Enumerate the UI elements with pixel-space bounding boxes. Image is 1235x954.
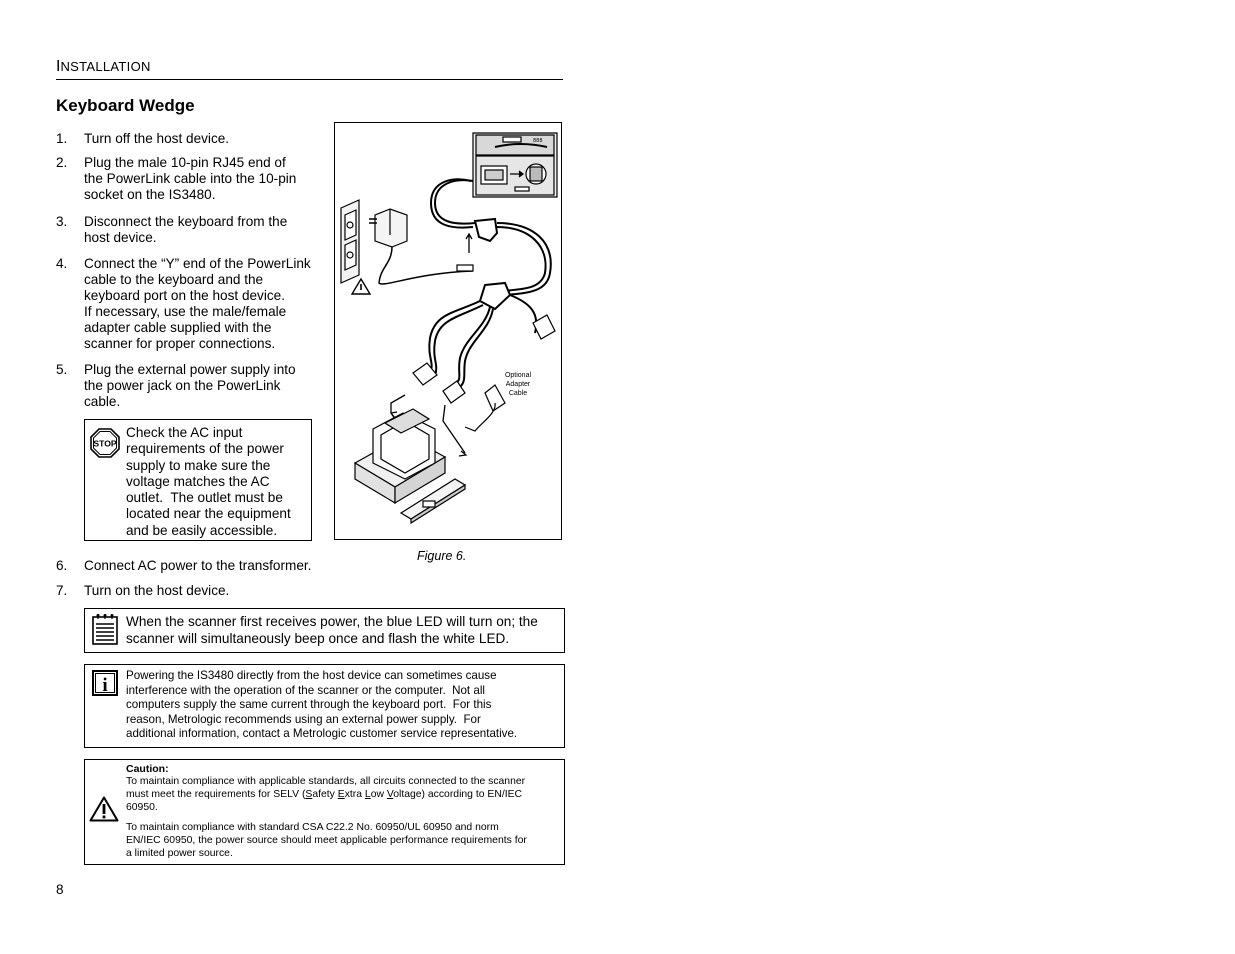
info-box bbox=[84, 664, 565, 748]
step-text: Plug the external power supply into the power jack on the PowerLink cable. bbox=[84, 362, 296, 409]
section-header-initial: I bbox=[56, 58, 61, 75]
stop-notice-box bbox=[84, 419, 312, 541]
step-number: 4. bbox=[56, 256, 68, 271]
stop-notice-text: Check the AC input requirements of the power supply to make sure the voltage matches the AC outlet. The outlet must be located near the equipment and be easily accessible. bbox=[126, 425, 291, 538]
info-text: Powering the IS3480 directly from the host device can sometimes cause interference with the operation of the scanner or the computer. Not all computers supply the same current through the keyboard port. For this reason, Metrologic recommends using an external power supply. For additional information, contact a Metrologic customer service representative. bbox=[126, 669, 518, 740]
figure-label-optional: Optional bbox=[504, 372, 532, 379]
selv-word: oltage) according to EN/IEC bbox=[393, 788, 523, 800]
svg-text:888: 888 bbox=[533, 138, 543, 144]
page-number: 8 bbox=[56, 882, 64, 897]
figure-caption: Figure 6. bbox=[417, 549, 467, 563]
section-header bbox=[56, 58, 563, 80]
step-text: Turn off the host device. bbox=[84, 131, 230, 146]
caution-paragraph-1 bbox=[126, 776, 525, 814]
figure-label-adapter: Adapter bbox=[505, 381, 531, 388]
svg-text:i: i bbox=[102, 675, 108, 696]
caution-paragraph-2: To maintain compliance with standard CSA C22.2 No. 60950/UL 60950 and norm EN/IEC 60950, the power source should meet applicable performance requirements for a limited power source. bbox=[126, 822, 527, 859]
caution-line: To maintain compliance with applicable standards, all circuits connected to the scanner bbox=[126, 776, 526, 787]
keyboard-wedge-diagram bbox=[335, 123, 561, 539]
powerlink-cable-illustration bbox=[429, 179, 550, 388]
step-text: Turn on the host device. bbox=[84, 583, 230, 598]
step-number: 1. bbox=[56, 131, 68, 146]
svg-text:STOP: STOP bbox=[93, 438, 117, 449]
caution-line: must meet the requirements for SELV ( bbox=[126, 788, 306, 800]
selv-word: xtra bbox=[344, 788, 365, 800]
figure-label-cable: Cable bbox=[508, 390, 528, 397]
step-text: Disconnect the keyboard from the host device. bbox=[84, 214, 288, 245]
computer-illustration bbox=[355, 409, 465, 523]
step-number: 6. bbox=[56, 558, 68, 573]
selv-letter: V bbox=[386, 788, 394, 800]
step-number: 3. bbox=[56, 214, 68, 229]
selv-letter: S bbox=[305, 788, 313, 800]
step-text: Plug the male 10-pin RJ45 end of the PowerLink cable into the 10-pin socket on the IS3480. bbox=[84, 155, 297, 202]
step-number: 2. bbox=[56, 155, 68, 170]
step-number: 5. bbox=[56, 362, 68, 377]
page-title: Keyboard Wedge bbox=[56, 96, 195, 115]
section-header-rest: NSTALLATION bbox=[60, 59, 151, 74]
warning-triangle-icon bbox=[352, 279, 370, 294]
wall-outlet-illustration bbox=[341, 200, 359, 283]
selv-letter: L bbox=[364, 788, 371, 800]
note-box bbox=[84, 608, 565, 653]
notepad-icon bbox=[91, 612, 119, 651]
step-text: Connect the “Y” end of the PowerLink cable to the keyboard and the keyboard port on the host device. If necessary, use the male/female adapter cable supplied with the scanner for proper connections. bbox=[84, 256, 311, 351]
ps2-connectors bbox=[413, 315, 555, 431]
figure-6-frame bbox=[334, 122, 562, 540]
step-number: 7. bbox=[56, 583, 68, 598]
caution-line: 60950. bbox=[126, 801, 158, 813]
power-supply-illustration bbox=[369, 209, 473, 284]
caution-title: Caution: bbox=[126, 763, 169, 775]
info-icon bbox=[92, 670, 118, 701]
note-text: When the scanner first receives power, the blue LED will turn on; the scanner will simultaneously beep once and flash the white LED. bbox=[126, 614, 538, 646]
stop-sign-icon bbox=[90, 428, 120, 463]
selv-word: afety bbox=[312, 788, 338, 800]
caution-box bbox=[84, 759, 565, 865]
selv-word: ow bbox=[370, 788, 387, 800]
scanner-illustration bbox=[473, 133, 557, 197]
selv-letter: E bbox=[337, 788, 345, 800]
step-text: Connect AC power to the transformer. bbox=[84, 558, 312, 573]
warning-triangle-icon bbox=[89, 796, 119, 827]
